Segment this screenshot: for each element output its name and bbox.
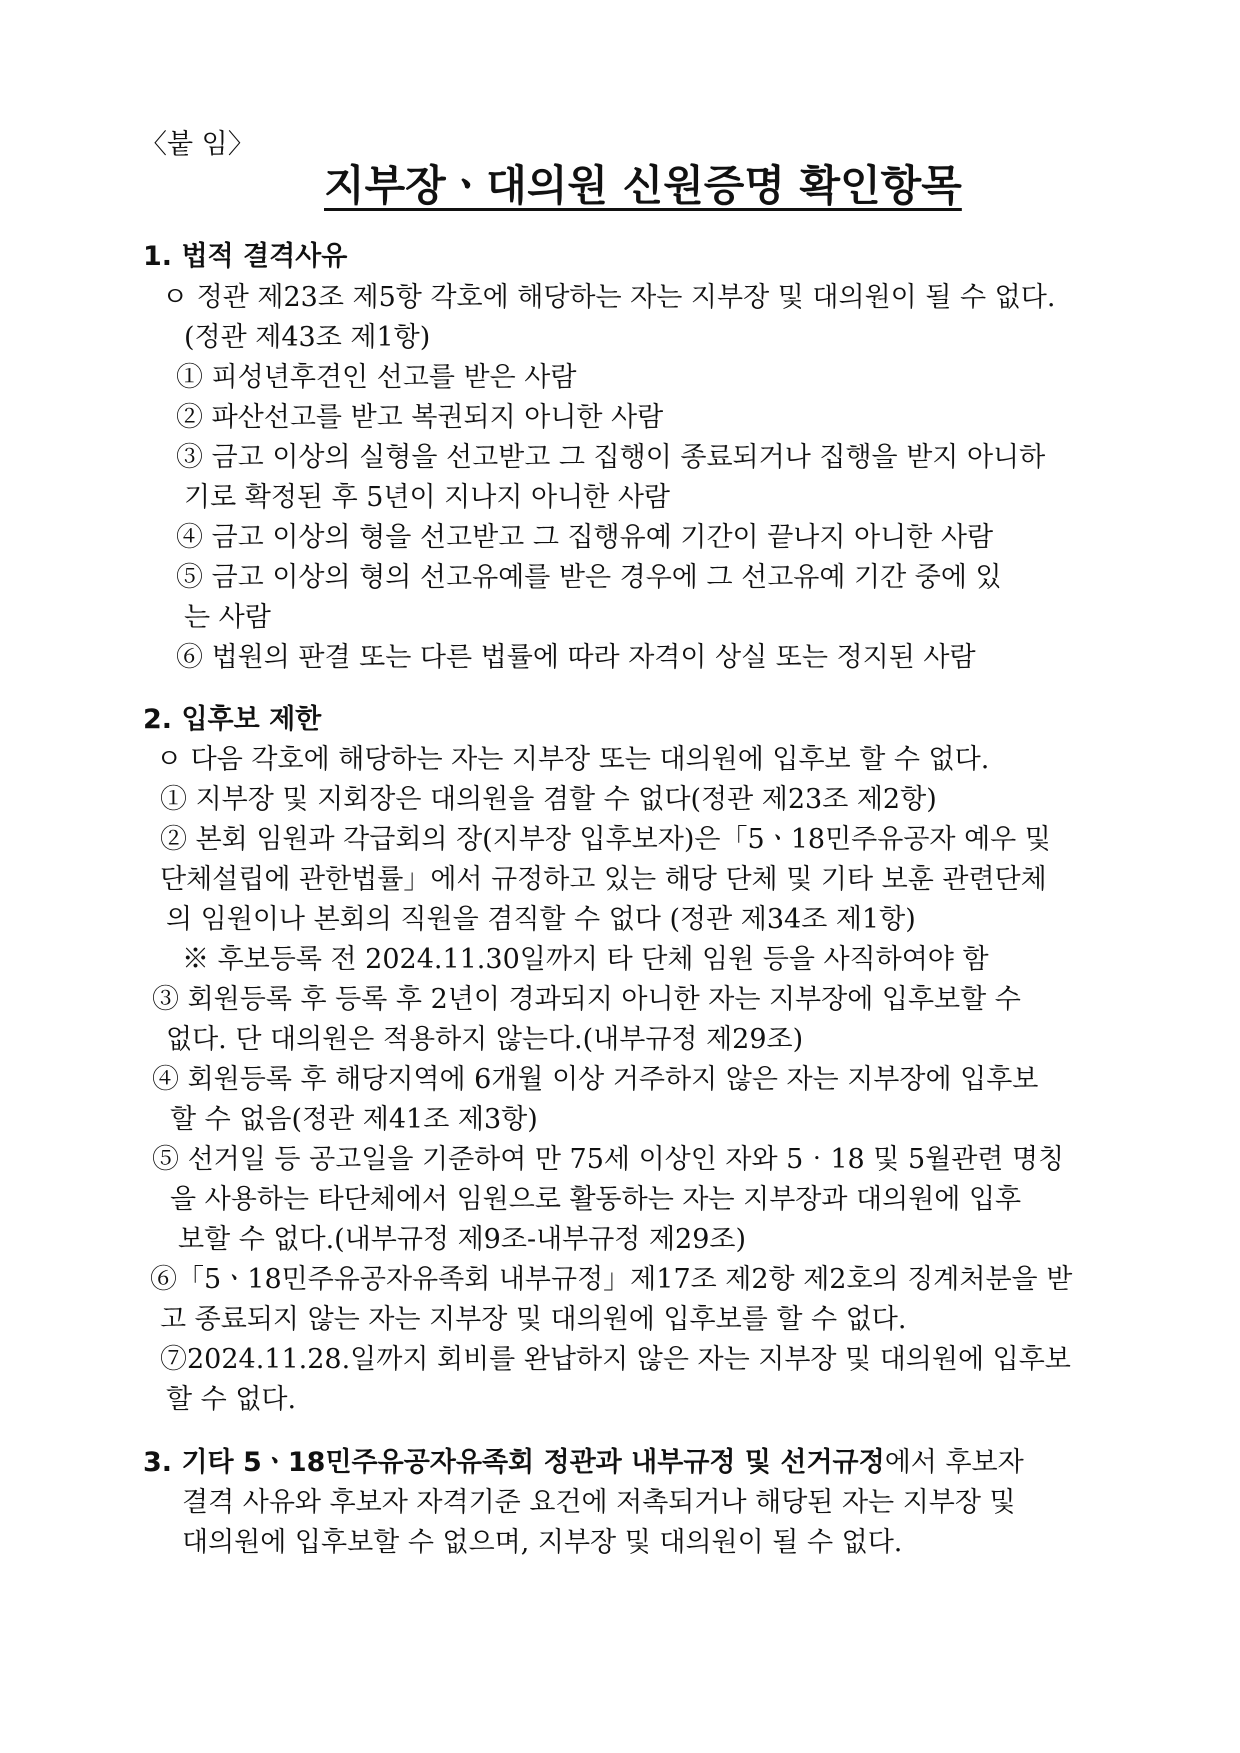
list-item-continued: 기로 확정된 후 5년이 지나지 아니한 사람	[184, 482, 670, 513]
list-item: ① 피성년후견인 선고를 받은 사람	[176, 362, 577, 393]
section-2-heading: 2. 입후보 제한	[143, 704, 322, 735]
list-item: ④ 금고 이상의 형을 선고받고 그 집행유예 기간이 끝나지 아니한 사람	[176, 522, 994, 553]
section-1-intro-ref: (정관 제43조 제1항)	[184, 322, 431, 353]
list-item: ② 파산선고를 받고 복권되지 아니한 사람	[176, 402, 664, 433]
list-item: ④ 회원등록 후 해당지역에 6개월 이상 거주하지 않은 자는 지부장에 입후보	[152, 1064, 1039, 1095]
list-item: ② 본회 임원과 각급회의 장(지부장 입후보자)은「5ㆍ18민주유공자 예우 및	[160, 824, 1051, 855]
list-item: ③ 회원등록 후 등록 후 2년이 경과되지 아니한 자는 지부장에 입후보할 수	[152, 984, 1021, 1015]
section-3-line-2: 결격 사유와 후보자 자격기준 요건에 저촉되거나 해당된 자는 지부장 및	[182, 1487, 1016, 1518]
list-item-continued: 을 사용하는 타단체에서 임원으로 활동하는 자는 지부장과 대의원에 입후	[170, 1184, 1022, 1215]
list-item-continued: 할 수 없다.	[166, 1384, 297, 1415]
list-item: ⑤ 선거일 등 공고일을 기준하여 만 75세 이상인 자와 5‧18 및 5월관련 명칭	[152, 1144, 1065, 1175]
list-item: ① 지부장 및 지회장은 대의원을 겸할 수 없다(정관 제23조 제2항)	[160, 784, 937, 815]
list-item-continued: 보할 수 없다.(내부규정 제9조-내부규정 제29조)	[178, 1224, 747, 1255]
list-item-continued: 의 임원이나 본회의 직원을 겸직할 수 없다 (정관 제34조 제1항)	[166, 904, 916, 935]
section-3-line-3: 대의원에 입후보할 수 없으며, 지부장 및 대의원이 될 수 없다.	[182, 1527, 903, 1558]
list-item: ⑥ 법원의 판결 또는 다른 법률에 따라 자격이 상실 또는 정지된 사람	[176, 642, 976, 673]
list-item: ③ 금고 이상의 실형을 선고받고 그 집행이 종료되거나 집행을 받지 아니하	[176, 442, 1046, 473]
list-item-continued: 할 수 없음(정관 제41조 제3항)	[170, 1104, 538, 1135]
list-item-continued: 는 사람	[184, 602, 271, 633]
section-3-rest-text: 에서 후보자	[884, 1447, 1024, 1478]
list-item-continued: 없다. 단 대의원은 적용하지 않는다.(내부규정 제29조)	[166, 1024, 804, 1055]
section-1-intro: ㅇ 정관 제23조 제5항 각호에 해당하는 자는 지부장 및 대의원이 될 수 없다.	[162, 282, 1056, 313]
note-line: ※ 후보등록 전 2024.11.30일까지 타 단체 임원 등을 사직하여야 함	[182, 944, 989, 975]
attachment-label: 〈붙 임〉	[140, 129, 255, 160]
section-3-line-1	[143, 1446, 1024, 1480]
list-item-continued: 단체설립에 관한법률」에서 규정하고 있는 해당 단체 및 기타 보훈 관련단체	[160, 864, 1047, 895]
section-3-bold-text: 3. 기타 5ㆍ18민주유공자유족회 정관과 내부규정 및 선거규정	[143, 1447, 885, 1478]
list-item: ⑦2024.11.28.일까지 회비를 완납하지 않은 자는 지부장 및 대의원에 입후보	[160, 1344, 1071, 1375]
section-1-heading: 1. 법적 결격사유	[143, 241, 348, 272]
document-title: 지부장ㆍ대의원 신원증명 확인항목	[324, 161, 962, 210]
list-item: ⑤ 금고 이상의 형의 선고유예를 받은 경우에 그 선고유예 기간 중에 있	[176, 562, 1002, 593]
list-item-continued: 고 종료되지 않는 자는 지부장 및 대의원에 입후보를 할 수 없다.	[160, 1304, 907, 1335]
section-2-intro: ㅇ 다음 각호에 해당하는 자는 지부장 또는 대의원에 입후보 할 수 없다.	[156, 744, 990, 775]
list-item: ⑥「5ㆍ18민주유공자유족회 내부규정」제17조 제2항 제2호의 징계처분을 받	[150, 1264, 1073, 1295]
